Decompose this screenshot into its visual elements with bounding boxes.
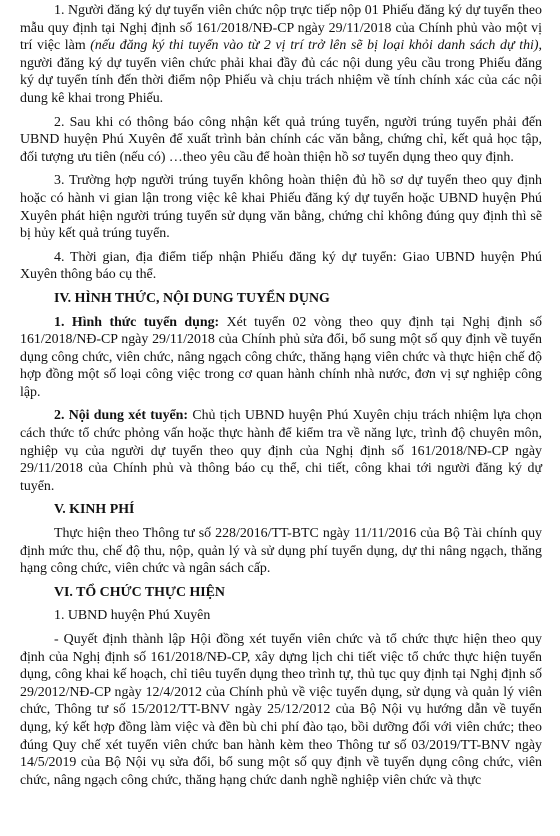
section-heading-vi: VI. TỔ CHỨC THỰC HIỆN (54, 584, 225, 600)
paragraph-content (20, 407, 542, 495)
paragraph-funding: Thực hiện theo Thông tư số 228/2016/TT-BTC ngày 11/11/2016 của Bộ Tài chính quy định mức thu, chế độ thu, nộp, quản lý và sử dụng phí tuyển dụng, dự thi nâng ngạch, thăng hạng công chức, viên chức và ngân sách cấp. (20, 526, 542, 577)
paragraph-3: 3. Trường hợp người trúng tuyển không hoàn thiện đủ hồ sơ dự tuyển theo quy định hoặc có hành vi gian lận trong việc kê khai Phiếu đăng ký dự tuyển hoặc UBND huyện Phú Xuyên phát hiện người trúng tuyển sử dụng văn bằng, chứng chỉ không đúng quy định thì sẽ bị hủy kết quả trúng tuyển. (20, 173, 542, 242)
form-label: 1. Hình thức tuyển dụng: (54, 314, 220, 330)
paragraph-4: 4. Thời gian, địa điểm tiếp nhận Phiếu đăng ký dự tuyển: Giao UBND huyện Phú Xuyên thông báo cụ thể. (20, 249, 542, 283)
subsection-ubnd: 1. UBND huyện Phú Xuyên (54, 608, 211, 624)
paragraph-1-italic-note: (nếu đăng ký thi tuyển vào từ 2 vị trí trở lên sẽ bị loại khỏi danh sách dự thi) (90, 38, 539, 54)
paragraph-form (20, 314, 542, 402)
paragraph-2: 2. Sau khi có thông báo công nhận kết quả trúng tuyển, người trúng tuyển phải đến UBND huyện Phú Xuyên để xuất trình bản chính các văn bằng, chứng chỉ, kết quả học tập, đối tượng ưu tiên (nếu có) …theo yêu cầu để hoàn thiện hồ sơ tuyển dụng theo quy định. (20, 114, 542, 165)
paragraph-implementation: - Quyết định thành lập Hội đồng xét tuyển viên chức và tổ chức thực hiện theo quy định của Nghị định số 161/2018/NĐ-CP, xây dựng lịch chi tiết việc tổ chức thực hiện tuyển dụng, công khai kế hoạch, chỉ tiêu tuyển dụng theo trình tự, thủ tục quy định tại Nghị định số 29/2012/NĐ-CP ngày 12/4/2012 của Chính phủ về việc tuyển dụng, sử dụng và quản lý viên chức, Thông tư số 15/2012/TT-BNV ngày 25/12/2012 của Bộ Nội vụ hướng dẫn về tuyển dụng, ký kết hợp đồng làm việc và đền bù chi phí đào tạo, bồi dưỡng đối với viên chức; theo đúng Quy chế xét tuyển viên chức ban hành kèm theo Thông tư số 03/2019/TT-BNV ngày 14/5/2019 của Bộ Nội vụ sửa đổi, bổ sung một số quy định về tuyển dụng công chức, viên chức, nâng ngạch công chức, thăng hạng chức danh nghề nghiệp viên chức và thực (20, 632, 542, 788)
content-label: 2. Nội dung xét tuyển: (54, 408, 189, 424)
section-heading-iv: IV. HÌNH THỨC, NỘI DUNG TUYỂN DỤNG (54, 290, 330, 306)
paragraph-1-text-a: 1. Người đăng ký dự tuyển viên chức nộp trực tiếp nộp 01 Phiếu đăng ký dự tuyển theo mẫu quy định tại Nghị định số 161/2018/NĐ-CP ngày 29/11/2018 của Chính phủ vào một vị trí việc làm (20, 3, 542, 54)
paragraph-1 (20, 2, 542, 108)
content-text: Chủ tịch UBND huyện Phú Xuyên chịu trách nhiệm lựa chọn cách thức tổ chức phỏng vấn hoặc thực hành để kiểm tra về năng lực, trình độ chuyên môn, nghiệp vụ của người dự tuyển theo quy định của Nghị định số 161/2018/NĐ-CP ngày 29/11/2018 của Chính phủ và thông báo cụ thể, chi tiết, công khai tới người đăng ký dự tuyển. (20, 408, 542, 494)
paragraph-1-text-c: , người đăng ký dự tuyển viên chức phải khai đầy đủ các nội dung yêu cầu trong Phiếu đăng ký dự tuyển tính đến thời điểm nộp Phiếu và chịu trách nhiệm về tính chính xác của các nội dung kê khai trong Phiếu. (20, 38, 542, 106)
section-heading-v: V. KINH PHÍ (54, 502, 135, 518)
form-text: Xét tuyển 02 vòng theo quy định tại Nghị định số 161/2018/NĐ-CP ngày 29/11/2018 của Chính phủ sửa đổi, bổ sung một số quy định về tuyển dụng công chức, viên chức, nâng ngạch công chức, thăng hạng viên chức và thực hiện chế độ hợp đồng một số loại công việc trong cơ quan hành chính nhà nước, đơn vị sự nghiệp công lập. (20, 314, 542, 400)
